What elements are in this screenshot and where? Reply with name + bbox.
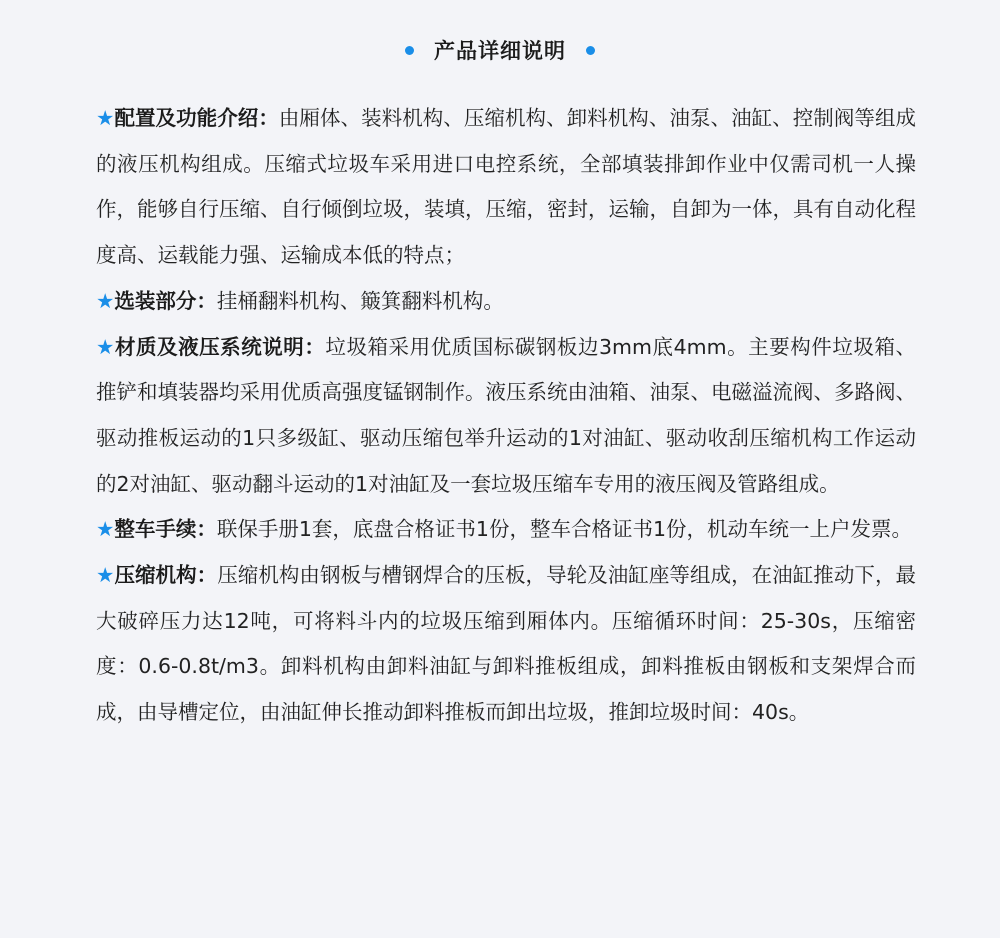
star-icon: ★ xyxy=(96,288,115,313)
section-text: 挂桶翻料机构、簸箕翻料机构。 xyxy=(216,288,504,313)
section-label: 材质及液压系统说明： xyxy=(114,334,326,359)
star-icon: ★ xyxy=(96,563,115,588)
section-header xyxy=(0,30,1000,70)
section-optional-parts xyxy=(96,279,916,325)
section-text: 垃圾箱采用优质国标碳钢板边3mm底4mm。主要构件垃圾箱、推铲和填装器均采用优质高强度锰钢制作。液压系统由油箱、油泵、电磁溢流阀、多路阀、驱动推板运动的1只多级缸、驱动压缩包举升运动的1对油缸、驱动收刮压缩机构工作运动的2对油缸、驱动翻斗运动的1对油缸及一套垃圾压缩车专用的液压阀及管路组成。 xyxy=(96,334,916,496)
star-icon: ★ xyxy=(96,106,115,130)
section-text: 联保手册1套，底盘合格证书1份，整车合格证书1份，机动车统一上户发票。 xyxy=(216,517,913,542)
section-config-functions xyxy=(96,96,916,279)
page-title: 产品详细说明 xyxy=(434,39,566,63)
product-description xyxy=(96,96,916,736)
left-dot-icon xyxy=(405,46,414,55)
section-label: 压缩机构： xyxy=(114,563,218,588)
section-compression-mechanism xyxy=(96,553,916,736)
right-dot-icon xyxy=(586,46,595,55)
section-text: 压缩机构由钢板与槽钢焊合的压板，导轮及油缸座等组成，在油缸推动下，最大破碎压力达12吨，可将料斗内的垃圾压缩到厢体内。压缩循环时间：25-30s，压缩密度：0.6-0.8t/m3。卸料机构由卸料油缸与卸料推板组成，卸料推板由钢板和支架焊合而成，由导槽定位，由油缸伸长推动卸料推板而卸出垃圾，推卸垃圾时间：40s。 xyxy=(96,563,917,725)
section-label: 整车手续： xyxy=(114,517,217,542)
star-icon: ★ xyxy=(96,334,115,359)
section-material-hydraulics xyxy=(96,325,916,508)
section-vehicle-documents xyxy=(96,507,916,553)
section-label: 选装部分： xyxy=(114,288,217,313)
section-text: 由厢体、装料机构、压缩机构、卸料机构、油泵、油缸、控制阀等组成的液压机构组成。压缩式垃圾车采用进口电控系统，全部填装排卸作业中仅需司机一人操作，能够自行压缩、自行倾倒垃圾，装填，压缩，密封，运输，自卸为一体，具有自动化程度高、运载能力强、运输成本低的特点； xyxy=(96,106,916,268)
star-icon: ★ xyxy=(96,517,115,542)
section-label: 配置及功能介绍： xyxy=(114,106,279,130)
